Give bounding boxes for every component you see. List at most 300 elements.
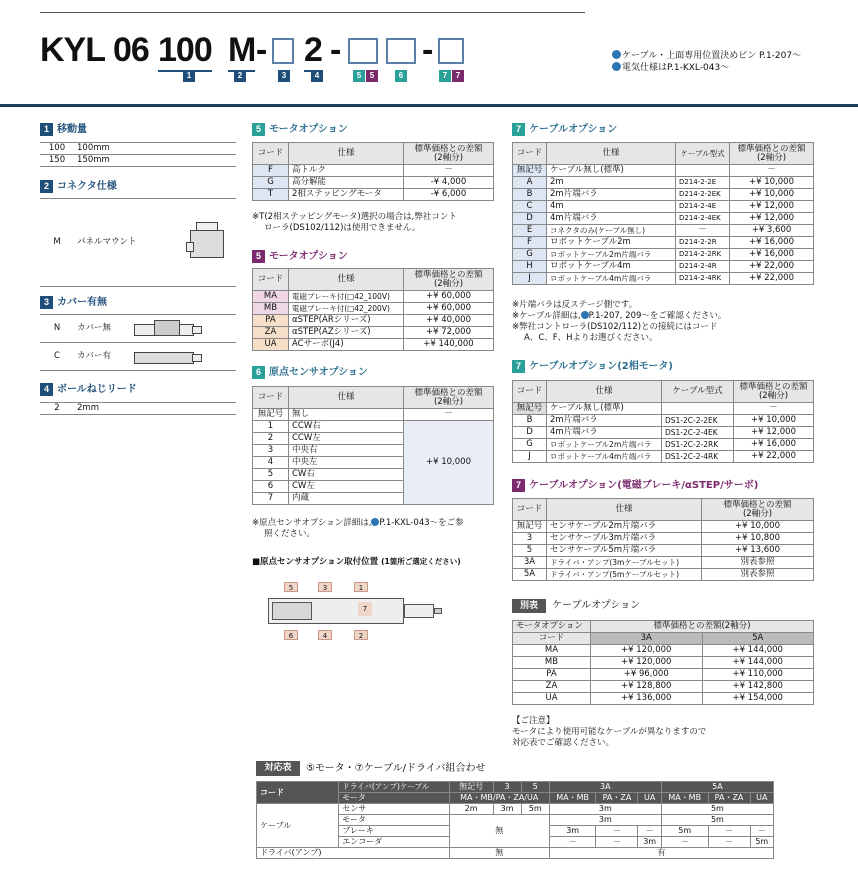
col-header: 5 xyxy=(521,782,549,793)
sec4-title: ボールねじリード xyxy=(57,384,137,395)
sec5b-num: 5 xyxy=(252,250,265,263)
cell: 7 xyxy=(253,493,289,505)
cell: PA xyxy=(513,669,591,681)
cell: ケーブル無し(標準) xyxy=(547,403,662,415)
cell: +¥ 12,000 xyxy=(730,213,814,225)
cell: 3 xyxy=(513,533,547,545)
sec5b-table xyxy=(252,268,494,351)
cell: 5A xyxy=(513,569,547,581)
cell: +¥ 16,000 xyxy=(730,237,814,249)
sensor-pos-6: 6 xyxy=(284,630,298,640)
cell: 3m xyxy=(493,804,521,815)
arrow-circle-icon xyxy=(581,311,589,319)
cell: +¥ 120,000 xyxy=(591,645,703,657)
cell: +¥ 96,000 xyxy=(591,669,703,681)
sensor-diagram-title xyxy=(252,556,461,568)
sec7b-header xyxy=(512,360,673,374)
cell: +¥ 22,000 xyxy=(734,451,814,463)
cell: +¥ 12,000 xyxy=(730,201,814,213)
sec7a-note-2 xyxy=(512,311,726,322)
col-header-line1: 標準価格との差額 xyxy=(414,387,483,398)
col-header-line1: 標準価格との差額 xyxy=(414,269,483,280)
cell: +¥ 120,000 xyxy=(591,657,703,669)
caution-title: 【ご注意】 xyxy=(512,716,555,726)
sec2-num: 2 xyxy=(40,180,53,193)
cell: 3m xyxy=(549,804,661,815)
cell: センサケーブル3m片端バラ xyxy=(547,533,702,545)
sec6-note-1b: P.1-KXL-043～をご参 xyxy=(379,518,464,528)
caution-line-1: モータにより使用可能なケーブルが異なりますので xyxy=(512,727,707,737)
col-header xyxy=(404,387,494,409)
blank-box-cover xyxy=(272,38,294,64)
sec6-note-1a: ※原点センサオプション詳細は, xyxy=(252,518,372,528)
cell: DS1-2C-2-2EK xyxy=(662,415,734,427)
col-header: MA・MB xyxy=(661,793,708,804)
cell: +¥ 10,000 xyxy=(730,189,814,201)
cell: 有 xyxy=(549,848,773,859)
sec1-table xyxy=(40,142,236,167)
cell: 5 xyxy=(513,545,547,557)
cell: 別表参照 xyxy=(702,557,814,569)
col-header: モータオプション xyxy=(513,621,591,633)
badge-4: 4 xyxy=(311,70,323,82)
cell: － xyxy=(730,165,814,177)
col-header: ケーブル型式 xyxy=(676,143,730,165)
sec4-header xyxy=(40,383,137,397)
cell: +¥ 140,000 xyxy=(404,339,494,351)
row-header: ブレーキ xyxy=(339,826,449,837)
cell: J xyxy=(513,451,547,463)
cell: T xyxy=(253,189,289,201)
sec7b-table xyxy=(512,380,814,463)
sec5a-title: モータオプション xyxy=(269,124,348,135)
cell: DS1-2C-2-4RK xyxy=(662,451,734,463)
cell: MA xyxy=(253,291,289,303)
sec7a-note-2b: P.1-207, 209～をご確認ください。 xyxy=(588,311,727,321)
cell: +¥ 40,000 xyxy=(404,315,494,327)
taiou-badge: 対応表 xyxy=(256,761,300,776)
col-header: コード xyxy=(253,143,289,165)
cell: カバー無 xyxy=(74,315,236,343)
col-header-line2: (2軸分) xyxy=(758,390,789,401)
top-note-1-text: ケーブル・上面専用位置決めピン P.1-207～ xyxy=(622,51,802,61)
cell: － xyxy=(596,837,638,848)
sec5b-title: モータオプション xyxy=(269,251,348,262)
cell: +¥ 22,000 xyxy=(730,261,814,273)
col-header-line1: 標準価格との差額 xyxy=(414,143,483,154)
cell: +¥ 72,000 xyxy=(404,327,494,339)
arrow-circle-icon xyxy=(612,62,621,71)
betsu-table xyxy=(512,620,814,705)
cell: 2m xyxy=(547,177,676,189)
cell: 4m片端バラ xyxy=(547,427,662,439)
col-header: MA・MB xyxy=(549,793,596,804)
cell: +¥ 154,000 xyxy=(702,693,814,705)
sec3-title: カバー有無 xyxy=(57,297,107,308)
col-header xyxy=(734,381,814,403)
col-header: 5A xyxy=(661,782,773,793)
model-dash: - xyxy=(422,31,433,69)
cell: 無し xyxy=(289,409,404,421)
col-header: 3A xyxy=(549,782,661,793)
cell: 高トルク xyxy=(289,165,404,177)
sec5a-num: 5 xyxy=(252,123,265,136)
cell: D xyxy=(513,213,547,225)
sec4-table xyxy=(40,402,236,415)
taiou-title: ⑤モータ・⑦ケーブル/ドライバ組合わせ xyxy=(306,763,486,774)
cell: ロボットケーブル4m片端バラ xyxy=(547,273,676,285)
row-header: ケーブル xyxy=(257,804,339,848)
cell: 6 xyxy=(253,481,289,493)
sec6-num: 6 xyxy=(252,366,265,379)
cell: +¥ 10,000 xyxy=(730,177,814,189)
sec4-num: 4 xyxy=(40,383,53,396)
col-header: コード xyxy=(513,143,547,165)
col-header: UA xyxy=(638,793,661,804)
sec6-header xyxy=(252,366,368,380)
cell: D214-2-4R xyxy=(676,261,730,273)
badge-2: 2 xyxy=(234,70,246,82)
sensor-pos-4: 4 xyxy=(318,630,332,640)
cell: D214-2-4E xyxy=(676,201,730,213)
cell: 3 xyxy=(253,445,289,457)
col-header xyxy=(404,269,494,291)
col-header: 3A xyxy=(591,633,703,645)
col-header: コード xyxy=(513,381,547,403)
sec1-num: 1 xyxy=(40,123,53,136)
sec5a-note-2: ローラ(DS102/112)は使用できません。 xyxy=(264,223,421,233)
badge-7: 7 xyxy=(439,70,451,82)
cell: D214-2-2E xyxy=(676,177,730,189)
stage-cover-illustration xyxy=(134,348,204,366)
cell: 5m xyxy=(521,804,549,815)
cell: -¥ 4,000 xyxy=(404,177,494,189)
sec7c-table xyxy=(512,498,814,581)
cell: 電磁ブレーキ付(□42_200V) xyxy=(289,303,404,315)
arrow-circle-icon xyxy=(612,50,621,59)
badge-5: 5 xyxy=(353,70,365,82)
cell: ロボットケーブル2m片端バラ xyxy=(547,439,662,451)
cell: +¥ 144,000 xyxy=(702,645,814,657)
col-header-line1: 標準価格との差額 xyxy=(737,143,806,154)
cell: B xyxy=(513,415,547,427)
cell: F xyxy=(513,237,547,249)
col-header: PA・ZA xyxy=(596,793,638,804)
col-header: コード xyxy=(513,499,547,521)
sensor-pos-5: 5 xyxy=(284,582,298,592)
col-header-line1: 標準価格との差額 xyxy=(723,499,792,510)
cell: コネクタのみ(ケーブル無し) xyxy=(547,225,676,237)
cell: 4m片端バラ xyxy=(547,213,676,225)
sec3-num: 3 xyxy=(40,296,53,309)
sensor-pos-1: 1 xyxy=(354,582,368,592)
sec6-table xyxy=(252,386,494,505)
col-header: コード xyxy=(513,633,591,645)
sec6-note-1 xyxy=(252,518,464,529)
cell: 2m片端バラ xyxy=(547,189,676,201)
badge-1: 1 xyxy=(183,70,195,82)
sec7a-note-2a: ※ケーブル詳細は, xyxy=(512,311,581,321)
cell: カバー有 xyxy=(74,343,236,371)
cell: H xyxy=(513,261,547,273)
cell: +¥ 16,000 xyxy=(730,249,814,261)
col-header-line2: (2軸分) xyxy=(433,152,464,163)
cell: G xyxy=(513,249,547,261)
cell: A xyxy=(513,177,547,189)
cell: － xyxy=(708,837,750,848)
sec5a-table xyxy=(252,142,494,201)
cell xyxy=(662,403,734,415)
col-header-line2: (2軸分) xyxy=(433,396,464,407)
col-header: PA・ZA xyxy=(708,793,750,804)
cell: 2mm xyxy=(74,403,236,415)
cell: E xyxy=(513,225,547,237)
cell: 100mm xyxy=(74,143,236,155)
cell: MB xyxy=(253,303,289,315)
col-header: 仕様 xyxy=(547,143,676,165)
cell: － xyxy=(596,826,638,837)
model-size: 06 xyxy=(113,31,149,69)
cell: ロボットケーブル2m片端バラ xyxy=(547,249,676,261)
cell: ドライバ・アンプ(5mケーブルセット) xyxy=(547,569,702,581)
sec7a-table xyxy=(512,142,814,285)
col-header: 3 xyxy=(493,782,521,793)
cell: ロボットケーブル4m片端バラ xyxy=(547,451,662,463)
betsu-title: ケーブルオプション xyxy=(552,600,641,611)
model-connector: M xyxy=(228,30,255,72)
sec7c-header xyxy=(512,479,758,493)
row-header: エンコーダ xyxy=(339,837,449,848)
panel-mount-illustration xyxy=(186,222,228,262)
blank-box-motor xyxy=(348,38,378,64)
motor-shaft xyxy=(434,608,442,614)
sec7c-title: ケーブルオプション(電磁ブレーキ/αSTEP/サーボ) xyxy=(529,480,759,491)
model-dash: - xyxy=(330,31,341,69)
merged-price-cell: +¥ 10,000 xyxy=(404,421,494,505)
sensor-position-diagram xyxy=(262,580,452,642)
blank-box-cable xyxy=(438,38,464,64)
cell: 5m xyxy=(661,826,708,837)
cell: 中央左 xyxy=(289,457,404,469)
sec1-header xyxy=(40,123,87,137)
col-header-line2: (2軸分) xyxy=(756,152,787,163)
stage-table xyxy=(272,602,312,620)
cell: 2m片端バラ xyxy=(547,415,662,427)
cell: 電磁ブレーキ付(□42_100V) xyxy=(289,291,404,303)
cell: － xyxy=(676,225,730,237)
cell: 高分解能 xyxy=(289,177,404,189)
cell: +¥ 142,800 xyxy=(702,681,814,693)
cell: CCW左 xyxy=(289,433,404,445)
cell: 中央右 xyxy=(289,445,404,457)
cell: CCW右 xyxy=(289,421,404,433)
sec7b-num: 7 xyxy=(512,360,525,373)
cell: 無記号 xyxy=(513,403,547,415)
cell: +¥ 22,000 xyxy=(730,273,814,285)
badge-3: 3 xyxy=(278,70,290,82)
cell: F xyxy=(253,165,289,177)
cell: ケーブル無し(標準) xyxy=(547,165,676,177)
cell: ACサーボ(J4) xyxy=(289,339,404,351)
model-screw: 2 xyxy=(304,30,322,72)
col-header: コード xyxy=(253,387,289,409)
sec6-note-2: 照ください。 xyxy=(264,529,316,539)
cell: D xyxy=(513,427,547,439)
col-header: ドライバ(アンプ)ケーブル xyxy=(339,782,449,793)
cell: 5 xyxy=(253,469,289,481)
cell: 無記号 xyxy=(513,165,547,177)
cell: 無 xyxy=(449,815,549,848)
cell: +¥ 16,000 xyxy=(734,439,814,451)
sec7a-note-3: ※弊社コントローラ(DS102/112)との接続にはコード xyxy=(512,322,718,332)
cell: D214-2-4EK xyxy=(676,213,730,225)
cell: 3m xyxy=(549,826,596,837)
cell: +¥ 128,800 xyxy=(591,681,703,693)
top-note-1 xyxy=(612,50,801,62)
cell: D214-2-2R xyxy=(676,237,730,249)
caution-line-2: 対応表でご確認ください。 xyxy=(512,738,615,748)
sensor-diagram-title-text: ■原点センサオプション取付位置 xyxy=(252,557,379,567)
cell: DS1-2C-2-4EK xyxy=(662,427,734,439)
cell: MA xyxy=(513,645,591,657)
cell: 3m xyxy=(549,815,661,826)
cell: CW左 xyxy=(289,481,404,493)
model-prefix: KYL xyxy=(40,31,105,69)
blank-box-sensor xyxy=(386,38,416,64)
cell: DS1-2C-2-2RK xyxy=(662,439,734,451)
top-note-2 xyxy=(612,62,729,74)
col-header: 標準価格との差額(2軸分) xyxy=(591,621,814,633)
cell: 100 xyxy=(40,143,74,155)
badge-6: 6 xyxy=(395,70,407,82)
sec7a-header xyxy=(512,123,617,137)
cell: センサケーブル5m片端バラ xyxy=(547,545,702,557)
cell: M xyxy=(40,199,74,287)
motor-body xyxy=(404,604,434,618)
cell: 2 xyxy=(40,403,74,415)
cell: ZA xyxy=(253,327,289,339)
cell: +¥ 60,000 xyxy=(404,303,494,315)
col-header: 仕様 xyxy=(547,381,662,403)
top-note-2-text: 電気仕様はP.1-KXL-043～ xyxy=(622,63,730,73)
section-divider xyxy=(0,104,858,107)
sensor-diagram-subtitle: (1箇所ご選定ください) xyxy=(381,557,461,566)
col-header: 仕様 xyxy=(289,143,404,165)
col-header-line2: (2軸分) xyxy=(742,508,773,519)
cell: J xyxy=(513,273,547,285)
col-header-line2: (2軸分) xyxy=(433,278,464,289)
sec5b-header xyxy=(252,250,348,264)
cell: 5m xyxy=(661,815,773,826)
row-header: モータ xyxy=(339,815,449,826)
stage-no-cover-illustration xyxy=(134,320,204,338)
col-header-line1: 標準価格との差額 xyxy=(739,381,808,392)
col-header: モータ xyxy=(339,793,449,804)
row-header: ドライバ(アンプ) xyxy=(257,848,450,859)
cell: － xyxy=(404,165,494,177)
sec2-header xyxy=(40,180,117,194)
cell: 無 xyxy=(449,848,549,859)
cell: +¥ 12,000 xyxy=(734,427,814,439)
cell: +¥ 10,000 xyxy=(702,521,814,533)
cell: +¥ 136,000 xyxy=(591,693,703,705)
cell: 150 xyxy=(40,155,74,167)
cell: 4 xyxy=(253,457,289,469)
cell: D214-2-4RK xyxy=(676,273,730,285)
sec5a-note-1: ※T(2相ステッピングモータ)選択の場合は,弊社コント xyxy=(252,212,457,222)
cell xyxy=(676,165,730,177)
model-stroke: 100 xyxy=(158,30,212,72)
cell: － xyxy=(404,409,494,421)
sec6-title: 原点センサオプション xyxy=(269,367,368,378)
cell: 別表参照 xyxy=(702,569,814,581)
cell: 4m xyxy=(547,201,676,213)
cell: 無記号 xyxy=(513,521,547,533)
taiou-table xyxy=(256,781,774,859)
cell: センサケーブル2m片端バラ xyxy=(547,521,702,533)
cell: +¥ 10,000 xyxy=(734,415,814,427)
row-header: センサ xyxy=(339,804,449,815)
cell: +¥ 13,600 xyxy=(702,545,814,557)
col-header: ケーブル型式 xyxy=(662,381,734,403)
cell: － xyxy=(750,826,773,837)
cell: － xyxy=(638,826,661,837)
cell: C xyxy=(40,343,74,371)
col-header: 無記号 xyxy=(449,782,493,793)
sec7a-note-4: A、C、F、Hよりお選びください。 xyxy=(524,333,658,343)
cell: 150mm xyxy=(74,155,236,167)
col-header: 仕様 xyxy=(289,387,404,409)
cell: D214-2-2RK xyxy=(676,249,730,261)
sec7c-num: 7 xyxy=(512,479,525,492)
cell: +¥ 3,600 xyxy=(730,225,814,237)
col-header: コード xyxy=(253,269,289,291)
sensor-pos-3: 3 xyxy=(318,582,332,592)
badge-7b: 7 xyxy=(452,70,464,82)
col-header: UA xyxy=(750,793,773,804)
sec7a-num: 7 xyxy=(512,123,525,136)
cell: 2m xyxy=(449,804,493,815)
sec7a-note-1: ※片端バラは反ステージ側です。 xyxy=(512,300,638,310)
cell: 2 xyxy=(253,433,289,445)
cell: N xyxy=(40,315,74,343)
cell: ロボットケーブル2m xyxy=(547,237,676,249)
sensor-pos-2: 2 xyxy=(354,630,368,640)
cell: － xyxy=(734,403,814,415)
cell: +¥ 110,000 xyxy=(702,669,814,681)
col-header xyxy=(702,499,814,521)
col-header: コード xyxy=(257,782,339,804)
sec2-title: コネクタ仕様 xyxy=(57,181,117,192)
col-header: MA・MB/PA・ZA/UA xyxy=(449,793,549,804)
cell: +¥ 10,800 xyxy=(702,533,814,545)
cell: － xyxy=(708,826,750,837)
cell: G xyxy=(253,177,289,189)
cell: αSTEP(AZシリーズ) xyxy=(289,327,404,339)
cell: ZA xyxy=(513,681,591,693)
cell: 内蔵 xyxy=(289,493,404,505)
cell: CW右 xyxy=(289,469,404,481)
badge-5b: 5 xyxy=(366,70,378,82)
cell: 5m xyxy=(750,837,773,848)
cell: UA xyxy=(253,339,289,351)
cell: C xyxy=(513,201,547,213)
cell: UA xyxy=(513,693,591,705)
cell: － xyxy=(661,837,708,848)
sec5a-header xyxy=(252,123,348,137)
cell: 5m xyxy=(661,804,773,815)
cell: ロボットケーブル4m xyxy=(547,261,676,273)
